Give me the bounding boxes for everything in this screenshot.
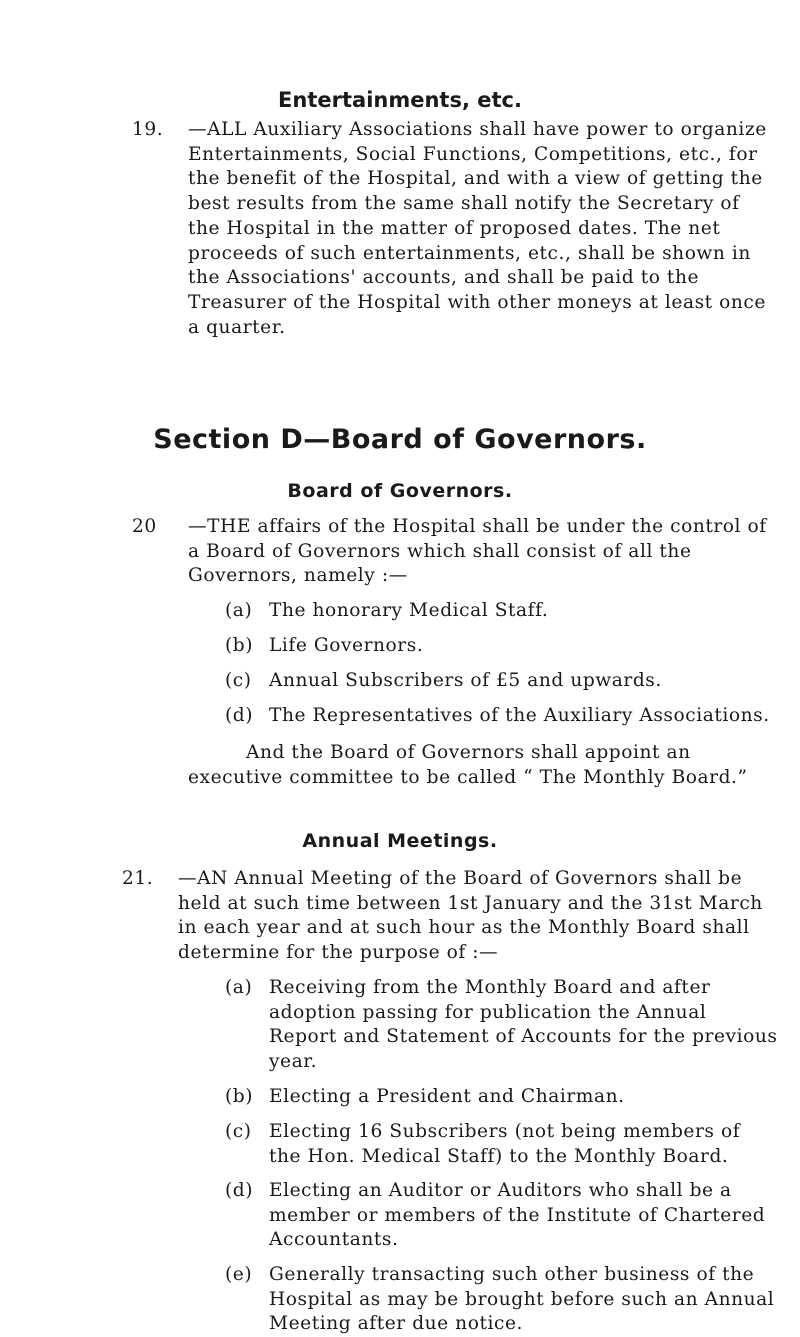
clause-20-item (225, 599, 778, 624)
clause-20-item-label: (d) (225, 705, 254, 726)
clause-20-closing: And the Board of Governors shall appoint an executive committee to be called “ The Monthly Board.” (188, 742, 748, 788)
clause-20-item-label: (c) (225, 670, 252, 691)
clause-21-item (225, 1085, 778, 1110)
clause-21-item-text: Receiving from the Monthly Board and after adoption passing for publication the Annual Report and Statement of Accounts for the previous year. (269, 977, 778, 1073)
clause-20-item-text: The Representatives of the Auxiliary Associations. (269, 705, 770, 726)
clause-20-item-text: Life Governors. (269, 635, 424, 656)
heading-annual-meetings: Annual Meetings. (302, 830, 498, 852)
clause-19 (132, 118, 778, 340)
clause-20-item (225, 634, 778, 659)
clause-21-item-text: Electing 16 Subscribers (not being members of the Hon. Medical Staff) to the Monthly Board. (269, 1121, 741, 1167)
clause-20-number: 20 (132, 516, 157, 537)
clause-21-number: 21. (122, 868, 154, 889)
clause-20-item-label: (a) (225, 600, 253, 621)
section-d-title: Section D—Board of Governors. (153, 424, 647, 455)
clause-20-text: —THE affairs of the Hospital shall be under the control of a Board of Governors which shall consist of all the Governors, namely :— (188, 516, 767, 587)
clause-20-item-text: The honorary Medical Staff. (269, 600, 549, 621)
clause-19-number: 19. (132, 119, 164, 140)
heading-board-of-governors: Board of Governors. (287, 480, 513, 502)
clause-21-item-label: (a) (225, 977, 253, 998)
clause-20-item-text: Annual Subscribers of £5 and upwards. (269, 670, 662, 691)
clause-21-item-label: (e) (225, 1264, 253, 1285)
clause-20-item (225, 704, 778, 729)
clause-21-item-text: Electing a President and Chairman. (269, 1086, 625, 1107)
clause-21-item (225, 1263, 778, 1337)
clause-21 (122, 867, 778, 966)
clause-21-text: —AN Annual Meeting of the Board of Governors shall be held at such time between 1st January and the 31st March in each year and at such hour as the Monthly Board shall determine for the purpose of :— (178, 868, 763, 964)
clause-21-item-text: Generally transacting such other business of the Hospital as may be brought before such an Annual Meeting after due notice. (269, 1264, 775, 1335)
clause-21-item (225, 1179, 778, 1253)
clause-21-item-label: (c) (225, 1121, 252, 1142)
clause-21-item (225, 976, 778, 1075)
clause-21-item (225, 1120, 778, 1169)
clause-20 (132, 515, 778, 589)
heading-entertainments: Entertainments, etc. (278, 88, 522, 112)
clause-20-item-label: (b) (225, 635, 254, 656)
clause-21-item-text: Electing an Auditor or Auditors who shall be a member or members of the Institute of Chartered Accountants. (269, 1180, 766, 1251)
clause-20-item (225, 669, 778, 694)
clause-21-item-label: (b) (225, 1086, 254, 1107)
clause-21-item-label: (d) (225, 1180, 254, 1201)
clause-19-text: —ALL Auxiliary Associations shall have power to organize Entertainments, Social Functions, Competitions, etc., for the benefit of the Hospital, and with a view of getting the best results from the same shall notify the Secretary of the Hospital in the matter of proposed dates. The net proceeds of such entertainments, etc., shall be shown in the Associations' accounts, and shall be paid to the Treasurer of the Hospital with other moneys at least once a quarter. (188, 119, 767, 338)
